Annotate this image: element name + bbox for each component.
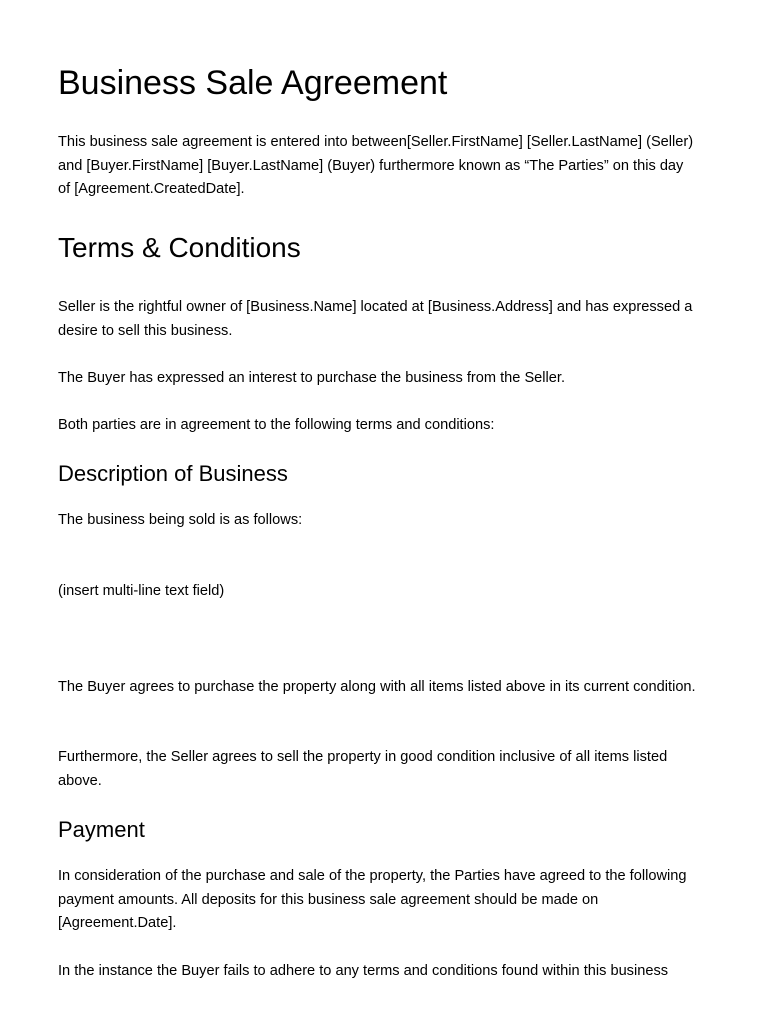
description-paragraph-3: Furthermore, the Seller agrees to sell the property in good condition inclusive of all items listed above. xyxy=(58,749,668,789)
payment-paragraph-2: In the instance the Buyer fails to adhere to any terms and conditions found within this business xyxy=(58,963,669,979)
terms-paragraph-1: Seller is the rightful owner of [Business.Name] located at [Business.Address] and has expressed a desire to sell this business. xyxy=(58,299,693,339)
description-paragraph-2: The Buyer agrees to purchase the property along with all items listed above in its current condition. xyxy=(58,679,696,695)
intro-paragraph: This business sale agreement is entered into between[Seller.FirstName] [Seller.LastName] (Seller) and [Buyer.FirstName] [Buyer.LastName] (Buyer) furthermore known as “The Parties” on this day of [Agreement.CreatedDate]. xyxy=(58,134,694,197)
multiline-text-placeholder: (insert multi-line text field) xyxy=(58,583,225,599)
payment-paragraph-1: In consideration of the purchase and sale of the property, the Parties have agreed to the following payment amounts. All deposits for this business sale agreement should be made on [Agreement.Date]. xyxy=(58,868,687,931)
description-paragraph-1: The business being sold is as follows: xyxy=(58,512,303,528)
payment-heading: Payment xyxy=(58,817,145,842)
terms-paragraph-3: Both parties are in agreement to the following terms and conditions: xyxy=(58,417,495,433)
terms-heading: Terms & Conditions xyxy=(58,232,301,263)
terms-paragraph-2: The Buyer has expressed an interest to purchase the business from the Seller. xyxy=(58,370,566,386)
description-heading: Description of Business xyxy=(58,461,288,486)
document-title: Business Sale Agreement xyxy=(58,64,448,102)
